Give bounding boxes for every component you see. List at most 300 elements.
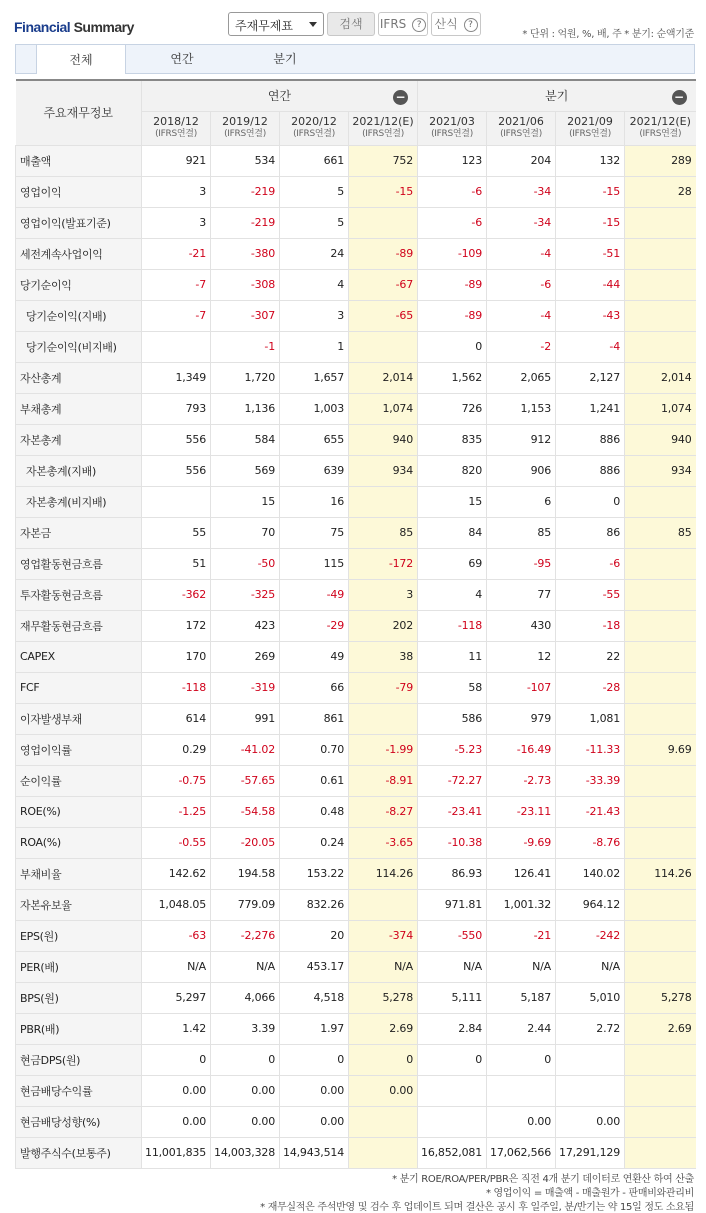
period-basis: (IFRS연결) [362, 129, 404, 139]
tab-all[interactable]: 전체 [36, 44, 126, 74]
row-label: EPS(원) [16, 920, 142, 951]
table-cell: 3 [280, 300, 349, 331]
table-cell: 5,278 [625, 982, 696, 1013]
table-cell: -4 [487, 300, 556, 331]
table-cell: 24 [280, 238, 349, 269]
question-icon: ? [412, 18, 426, 32]
table-cell: 1,136 [211, 393, 280, 424]
table-cell: 114.26 [625, 858, 696, 889]
collapse-quarter-icon[interactable]: − [672, 90, 687, 105]
statement-type-value: 주재무제표 [235, 19, 293, 33]
table-row [16, 796, 696, 827]
table-cell: 140.02 [556, 858, 625, 889]
table-cell [625, 579, 696, 610]
table-cell: 940 [349, 424, 418, 455]
table-cell: -6 [418, 176, 487, 207]
table-cell: -55 [556, 579, 625, 610]
row-label: 자산총계 [16, 362, 142, 393]
table-cell: 58 [418, 672, 487, 703]
statement-type-select[interactable] [228, 12, 324, 36]
table-cell: 269 [211, 641, 280, 672]
table-cell: -109 [418, 238, 487, 269]
table-cell: 1,657 [280, 362, 349, 393]
table-cell: 556 [142, 424, 211, 455]
tab-quarter[interactable]: 분기 [273, 52, 297, 66]
row-label: 세전계속사업이익 [16, 238, 142, 269]
period-label: 2021/12(E) [352, 115, 414, 128]
table-row [16, 238, 696, 269]
table-cell: 2,065 [487, 362, 556, 393]
table-cell: 453.17 [280, 951, 349, 982]
table-cell: 991 [211, 703, 280, 734]
table-corner-label: 주요재무정보 [16, 80, 142, 145]
table-cell: -374 [349, 920, 418, 951]
row-label: 매출액 [16, 145, 142, 176]
table-cell: 55 [142, 517, 211, 548]
table-cell [349, 703, 418, 734]
table-cell: 1,241 [556, 393, 625, 424]
table-row [16, 1137, 696, 1168]
table-row [16, 300, 696, 331]
table-cell: 85 [349, 517, 418, 548]
table-cell: 934 [349, 455, 418, 486]
table-cell: 5,187 [487, 982, 556, 1013]
group-annual-label: 연간 [267, 89, 292, 104]
table-cell: 1.97 [280, 1013, 349, 1044]
table-cell: 0.48 [280, 796, 349, 827]
page-title [14, 19, 134, 35]
table-cell: 14,943,514 [280, 1137, 349, 1168]
table-cell: 0.70 [280, 734, 349, 765]
ifrs-label: IFRS [379, 17, 407, 31]
table-row [16, 672, 696, 703]
title-summary: Summary [73, 19, 134, 35]
table-cell: 0 [418, 331, 487, 362]
table-cell: 2.44 [487, 1013, 556, 1044]
table-cell: 49 [280, 641, 349, 672]
table-cell: 5,297 [142, 982, 211, 1013]
table-cell: 3 [142, 207, 211, 238]
period-label: 2021/12(E) [629, 115, 691, 128]
table-cell [625, 1075, 696, 1106]
table-cell: 940 [625, 424, 696, 455]
period-label: 2018/12 [153, 115, 199, 128]
table-cell: 921 [142, 145, 211, 176]
table-row [16, 424, 696, 455]
table-cell: -118 [418, 610, 487, 641]
table-cell: -0.75 [142, 765, 211, 796]
table-cell: -4 [487, 238, 556, 269]
row-label: 순이익률 [16, 765, 142, 796]
table-cell: N/A [418, 951, 487, 982]
table-row [16, 486, 696, 517]
table-cell: -8.76 [556, 827, 625, 858]
table-cell [349, 1106, 418, 1137]
table-cell: -65 [349, 300, 418, 331]
row-label: 이자발생부채 [16, 703, 142, 734]
table-cell: 0 [418, 1044, 487, 1075]
table-cell [625, 300, 696, 331]
table-cell [625, 610, 696, 641]
table-cell: 20 [280, 920, 349, 951]
table-cell: -20.05 [211, 827, 280, 858]
table-cell: 1,349 [142, 362, 211, 393]
table-cell: 2.69 [349, 1013, 418, 1044]
financial-summary-table [15, 79, 696, 1169]
table-cell: 14,003,328 [211, 1137, 280, 1168]
row-label: 부채비율 [16, 858, 142, 889]
table-cell: 5,111 [418, 982, 487, 1013]
table-cell: 12 [487, 641, 556, 672]
period-basis: (IFRS연결) [293, 129, 335, 139]
table-cell: 886 [556, 424, 625, 455]
row-label: 당기순이익 [16, 269, 142, 300]
table-cell [625, 238, 696, 269]
table-cell: 661 [280, 145, 349, 176]
period-basis: (IFRS연결) [639, 129, 682, 139]
table-cell: -6 [556, 548, 625, 579]
row-label: 자본총계 [16, 424, 142, 455]
table-cell: -51 [556, 238, 625, 269]
table-cell: 0.00 [280, 1106, 349, 1137]
table-cell: 142.62 [142, 858, 211, 889]
table-cell: 0.61 [280, 765, 349, 796]
table-row [16, 1106, 696, 1137]
table-cell: -1 [211, 331, 280, 362]
table-cell: -6 [487, 269, 556, 300]
table-cell: -79 [349, 672, 418, 703]
table-cell: -33.39 [556, 765, 625, 796]
table-cell: -21.43 [556, 796, 625, 827]
table-cell [556, 1044, 625, 1075]
period-header [280, 111, 349, 145]
table-cell: -34 [487, 207, 556, 238]
table-cell: 75 [280, 517, 349, 548]
table-cell: 655 [280, 424, 349, 455]
table-cell: -219 [211, 207, 280, 238]
row-label: FCF [16, 672, 142, 703]
table-cell: 2,014 [625, 362, 696, 393]
table-cell: 430 [487, 610, 556, 641]
table-cell [625, 703, 696, 734]
table-cell: -89 [418, 269, 487, 300]
table-cell: N/A [487, 951, 556, 982]
row-label: PER(배) [16, 951, 142, 982]
table-cell [625, 796, 696, 827]
table-cell: 3.39 [211, 1013, 280, 1044]
row-label: 투자활동현금흐름 [16, 579, 142, 610]
table-cell: -49 [280, 579, 349, 610]
table-cell: 15 [418, 486, 487, 517]
table-cell: -72.27 [418, 765, 487, 796]
table-cell: 835 [418, 424, 487, 455]
table-cell: 1,720 [211, 362, 280, 393]
table-cell: 1,081 [556, 703, 625, 734]
table-cell: -307 [211, 300, 280, 331]
table-cell: 3 [142, 176, 211, 207]
table-cell: -1.99 [349, 734, 418, 765]
table-cell: 0.00 [211, 1106, 280, 1137]
ifrs-help-button[interactable] [378, 12, 428, 36]
row-label: 당기순이익(비지배) [16, 331, 142, 362]
period-header [418, 111, 487, 145]
row-label: 영업활동현금흐름 [16, 548, 142, 579]
footnote: * 분기 ROE/ROA/PER/PBR은 직전 4개 분기 데이터로 연환산 하여 산출 [392, 1174, 694, 1185]
table-cell: 70 [211, 517, 280, 548]
table-cell: 202 [349, 610, 418, 641]
table-cell: 114.26 [349, 858, 418, 889]
table-cell [625, 827, 696, 858]
table-cell: 289 [625, 145, 696, 176]
period-label: 2021/06 [498, 115, 544, 128]
table-cell: -57.65 [211, 765, 280, 796]
table-cell: -8.91 [349, 765, 418, 796]
table-cell: -21 [487, 920, 556, 951]
table-row [16, 889, 696, 920]
table-cell: 1,153 [487, 393, 556, 424]
table-cell: 5,010 [556, 982, 625, 1013]
table-cell: 51 [142, 548, 211, 579]
table-cell: 172 [142, 610, 211, 641]
row-label: 자본유보율 [16, 889, 142, 920]
table-cell [625, 951, 696, 982]
table-cell: 0.00 [280, 1075, 349, 1106]
table-cell: 569 [211, 455, 280, 486]
table-cell: -2 [487, 331, 556, 362]
table-cell: -8.27 [349, 796, 418, 827]
table-cell [625, 331, 696, 362]
table-cell: 6 [487, 486, 556, 517]
group-quarter-label: 분기 [545, 89, 569, 104]
table-cell: 0.00 [556, 1106, 625, 1137]
table-row [16, 858, 696, 889]
table-cell [625, 920, 696, 951]
table-cell: -28 [556, 672, 625, 703]
table-cell: 0.00 [487, 1106, 556, 1137]
table-cell: 912 [487, 424, 556, 455]
table-cell [625, 207, 696, 238]
table-cell: 2.72 [556, 1013, 625, 1044]
table-cell: -107 [487, 672, 556, 703]
footnote: * 영업이익 = 매출액 - 매출원가 - 판매비와관리비 [485, 1188, 694, 1199]
table-cell: 0 [349, 1044, 418, 1075]
table-cell: 204 [487, 145, 556, 176]
table-cell: 66 [280, 672, 349, 703]
table-cell: 126.41 [487, 858, 556, 889]
table-cell: 84 [418, 517, 487, 548]
table-cell [418, 1106, 487, 1137]
table-cell: 132 [556, 145, 625, 176]
table-cell: -23.41 [418, 796, 487, 827]
table-row [16, 455, 696, 486]
table-cell: 69 [418, 548, 487, 579]
table-cell: 4 [418, 579, 487, 610]
table-cell: -16.49 [487, 734, 556, 765]
table-cell [418, 1075, 487, 1106]
table-cell: -41.02 [211, 734, 280, 765]
table-cell: 752 [349, 145, 418, 176]
table-cell [142, 486, 211, 517]
table-cell [349, 1137, 418, 1168]
period-header [556, 111, 625, 145]
table-cell [625, 269, 696, 300]
table-cell: 586 [418, 703, 487, 734]
period-header [625, 111, 696, 145]
table-cell: 86.93 [418, 858, 487, 889]
period-basis: (IFRS연결) [155, 129, 197, 139]
table-cell: 3 [349, 579, 418, 610]
table-cell: -15 [556, 176, 625, 207]
table-cell: 85 [625, 517, 696, 548]
table-cell [487, 1075, 556, 1106]
table-cell: 556 [142, 455, 211, 486]
table-cell: -23.11 [487, 796, 556, 827]
row-label: CAPEX [16, 641, 142, 672]
row-label: 당기순이익(지배) [16, 300, 142, 331]
table-cell: 0 [211, 1044, 280, 1075]
table-cell: -89 [418, 300, 487, 331]
table-cell: 1,001.32 [487, 889, 556, 920]
table-cell: -1.25 [142, 796, 211, 827]
table-cell: -63 [142, 920, 211, 951]
table-cell: 4,518 [280, 982, 349, 1013]
table-row [16, 579, 696, 610]
period-header [142, 111, 211, 145]
table-cell: 9.69 [625, 734, 696, 765]
table-cell: 1,048.05 [142, 889, 211, 920]
group-header-annual [142, 80, 418, 111]
table-cell: -118 [142, 672, 211, 703]
table-cell: -89 [349, 238, 418, 269]
table-cell: 15 [211, 486, 280, 517]
table-cell: 5,278 [349, 982, 418, 1013]
table-cell: 28 [625, 176, 696, 207]
row-label: 현금DPS(원) [16, 1044, 142, 1075]
table-cell [625, 641, 696, 672]
header [0, 0, 706, 44]
row-label: 자본금 [16, 517, 142, 548]
table-row [16, 1075, 696, 1106]
table-cell: N/A [142, 951, 211, 982]
table-row [16, 1013, 696, 1044]
table-cell: 779.09 [211, 889, 280, 920]
table-cell: -29 [280, 610, 349, 641]
table-row [16, 703, 696, 734]
period-label: 2021/09 [567, 115, 613, 128]
table-cell: -0.55 [142, 827, 211, 858]
table-row [16, 610, 696, 641]
table-row [16, 269, 696, 300]
table-cell: 1,074 [349, 393, 418, 424]
table-cell: 964.12 [556, 889, 625, 920]
table-cell: 2,014 [349, 362, 418, 393]
table-cell: 0.00 [142, 1075, 211, 1106]
table-cell [142, 331, 211, 362]
table-cell [625, 1137, 696, 1168]
table-row [16, 734, 696, 765]
table-cell: 2,127 [556, 362, 625, 393]
table-cell: 115 [280, 548, 349, 579]
table-cell: 820 [418, 455, 487, 486]
tab-annual[interactable]: 연간 [170, 52, 194, 66]
table-cell: -550 [418, 920, 487, 951]
table-cell [556, 1075, 625, 1106]
period-basis: (IFRS연결) [431, 129, 473, 139]
row-label: ROA(%) [16, 827, 142, 858]
row-label: 자본총계(지배) [16, 455, 142, 486]
period-header [211, 111, 280, 145]
search-button[interactable]: 검색 [327, 12, 375, 36]
table-cell [625, 672, 696, 703]
row-label: 현금배당성향(%) [16, 1106, 142, 1137]
table-cell: 971.81 [418, 889, 487, 920]
formula-help-button[interactable] [431, 12, 481, 36]
table-cell: -54.58 [211, 796, 280, 827]
table-cell: -319 [211, 672, 280, 703]
table-cell: 0 [487, 1044, 556, 1075]
table-cell: 0 [280, 1044, 349, 1075]
row-label: 발행주식수(보통주) [16, 1137, 142, 1168]
table-cell: 726 [418, 393, 487, 424]
row-label: 재무활동현금흐름 [16, 610, 142, 641]
table-cell: 0 [142, 1044, 211, 1075]
table-cell: -242 [556, 920, 625, 951]
table-cell [625, 889, 696, 920]
table-cell: -2,276 [211, 920, 280, 951]
table-cell: 194.58 [211, 858, 280, 889]
table-cell: -15 [556, 207, 625, 238]
table-cell: -10.38 [418, 827, 487, 858]
table-row [16, 331, 696, 362]
table-cell: 38 [349, 641, 418, 672]
table-cell: 0.29 [142, 734, 211, 765]
table-cell: 1,003 [280, 393, 349, 424]
unit-note: * 단위 : 억원, %, 배, 주 * 분기: 순액기준 [522, 29, 694, 40]
table-cell: 170 [142, 641, 211, 672]
table-cell: 534 [211, 145, 280, 176]
table-cell: 906 [487, 455, 556, 486]
table-cell: -380 [211, 238, 280, 269]
table-cell [349, 486, 418, 517]
collapse-annual-icon[interactable]: − [393, 90, 408, 105]
table-cell: 793 [142, 393, 211, 424]
period-header [349, 111, 418, 145]
period-label: 2019/12 [222, 115, 268, 128]
table-cell [349, 207, 418, 238]
table-row [16, 517, 696, 548]
table-cell: 639 [280, 455, 349, 486]
table-cell: 4,066 [211, 982, 280, 1013]
table-row [16, 393, 696, 424]
table-cell: 0.24 [280, 827, 349, 858]
table-cell: -5.23 [418, 734, 487, 765]
table-cell: 2.69 [625, 1013, 696, 1044]
table-cell [625, 1044, 696, 1075]
table-cell: 0 [556, 486, 625, 517]
table-cell: 5 [280, 176, 349, 207]
table-cell: -2.73 [487, 765, 556, 796]
table-cell: -7 [142, 269, 211, 300]
group-header-quarter [418, 80, 696, 111]
table-row [16, 362, 696, 393]
table-cell: 1,562 [418, 362, 487, 393]
table-cell: 0.00 [211, 1075, 280, 1106]
table-cell: 123 [418, 145, 487, 176]
table-cell: -95 [487, 548, 556, 579]
table-cell [625, 486, 696, 517]
table-cell: -3.65 [349, 827, 418, 858]
row-label: 부채총계 [16, 393, 142, 424]
